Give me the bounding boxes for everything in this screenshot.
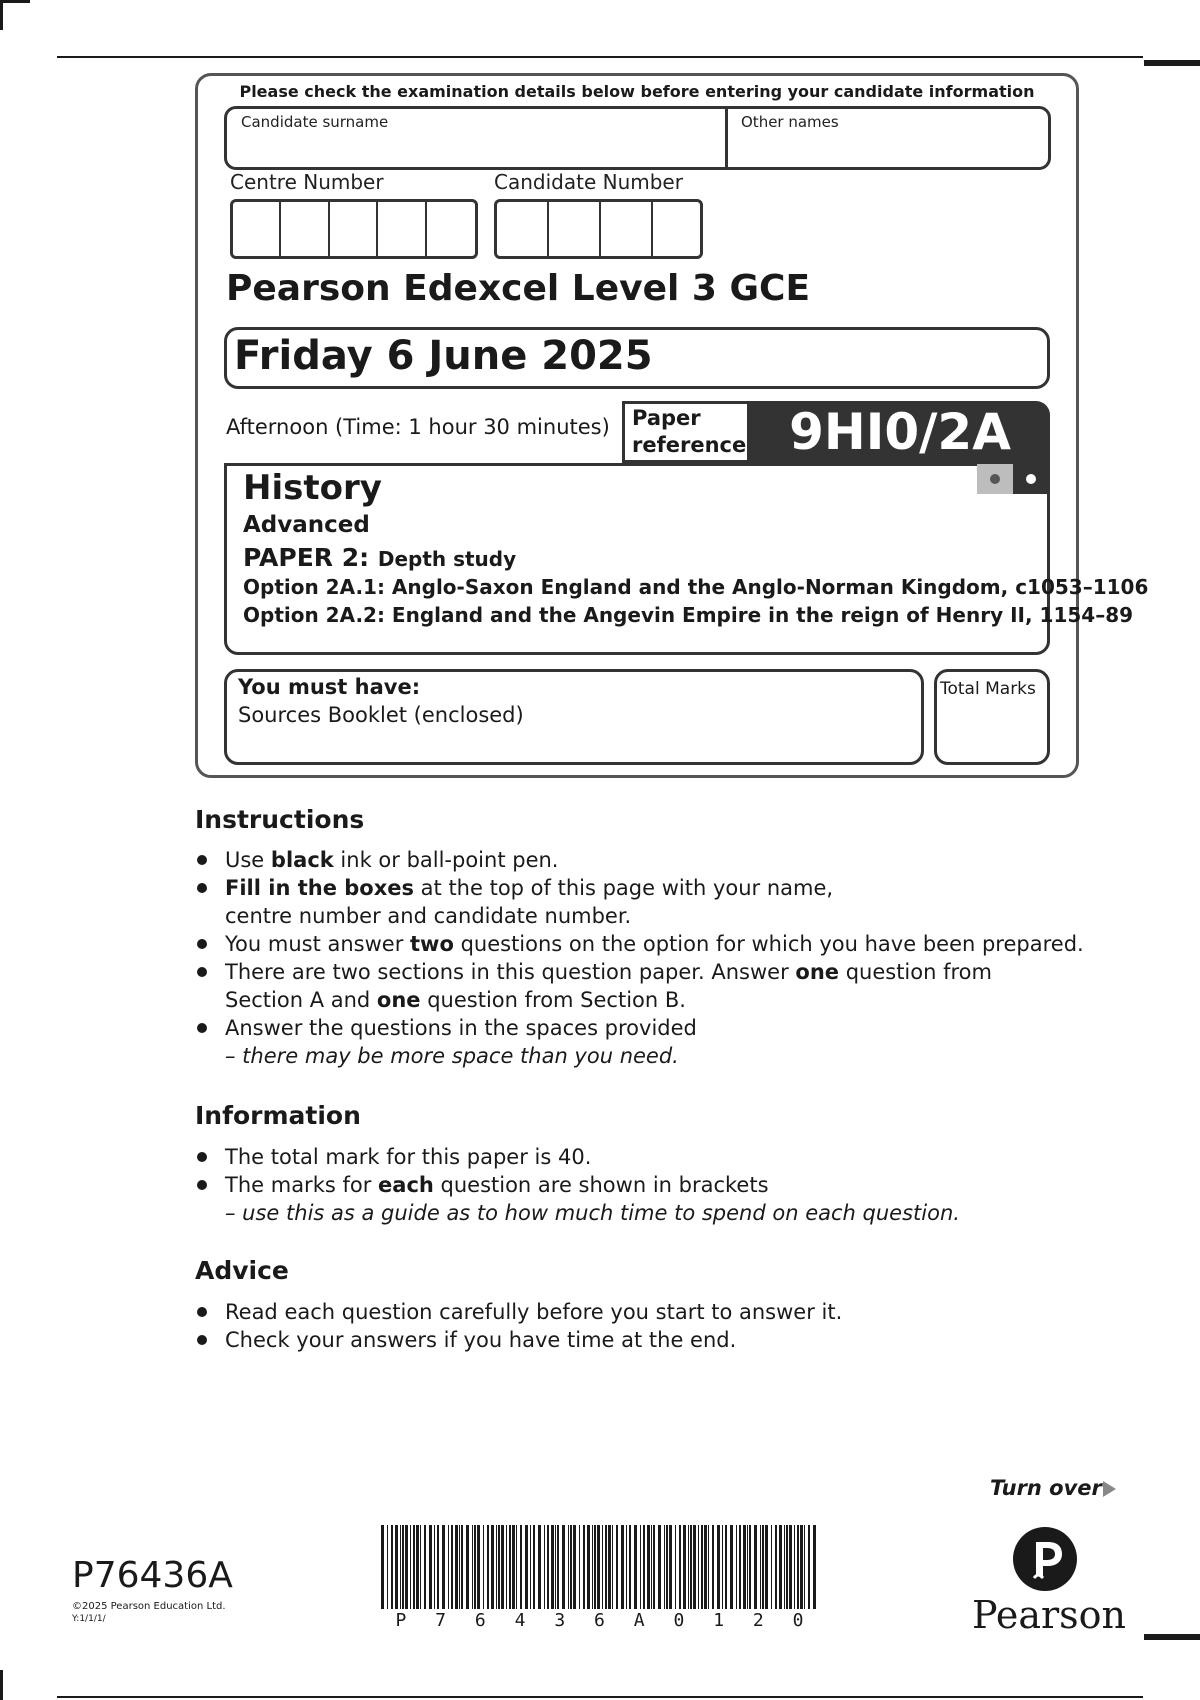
candidate-number-label: Candidate Number xyxy=(494,170,683,194)
barcode-bar xyxy=(424,1525,426,1609)
barcode-bar xyxy=(501,1525,504,1609)
centre-number-digit[interactable] xyxy=(330,202,378,256)
instructions-heading: Instructions xyxy=(195,805,365,834)
instructions-list xyxy=(195,846,1084,1070)
barcode-bar xyxy=(459,1525,460,1609)
barcode-bar xyxy=(472,1525,473,1609)
barcode-bar xyxy=(762,1525,764,1609)
centre-number-digit[interactable] xyxy=(281,202,329,256)
pearson-logo-text: Pearson xyxy=(972,1593,1127,1637)
barcode-bar xyxy=(533,1525,535,1609)
barcode-bar xyxy=(784,1525,785,1609)
barcode-digit: 4 xyxy=(514,1610,526,1631)
list-item: Use black ink or ball-point pen. xyxy=(195,846,1084,874)
barcode-bar xyxy=(597,1525,600,1609)
barcode-bar xyxy=(608,1525,611,1609)
barcode-bar xyxy=(434,1525,435,1609)
name-box-divider xyxy=(725,106,728,170)
barcode-bar xyxy=(544,1525,545,1609)
paper-code: P76436A xyxy=(72,1555,233,1596)
paper-title-line xyxy=(243,543,516,572)
check-details-notice: Please check the examination details below before entering your candidate information xyxy=(239,82,1035,101)
barcode-bar xyxy=(405,1525,408,1609)
list-item: You must answer two questions on the option for which you have been prepared. xyxy=(195,930,1084,958)
bottom-rule xyxy=(57,1696,1143,1698)
barcode-bar xyxy=(562,1525,565,1609)
barcode-digit: 3 xyxy=(554,1610,566,1631)
barcode-bar xyxy=(448,1525,449,1609)
barcode-bar xyxy=(743,1525,746,1609)
must-have-item: Sources Booklet (enclosed) xyxy=(238,703,524,727)
candidate-number-digit[interactable] xyxy=(497,202,549,256)
barcode-bar xyxy=(520,1525,522,1609)
play-arrow-icon xyxy=(1103,1481,1116,1497)
information-list xyxy=(195,1143,960,1227)
barcode-bar xyxy=(698,1525,699,1609)
barcode-bar xyxy=(621,1525,624,1609)
barcode-bar xyxy=(688,1525,689,1609)
paper-reference-label-line2: reference xyxy=(632,433,747,457)
barcode-bar xyxy=(592,1525,593,1609)
barcode-bar xyxy=(491,1525,494,1609)
barcode-bar xyxy=(693,1525,696,1609)
barcode-bar xyxy=(573,1525,576,1609)
barcode-bar xyxy=(666,1525,668,1609)
barcode-bar xyxy=(602,1525,603,1609)
candidate-number-digit[interactable] xyxy=(601,202,653,256)
barcode-bar xyxy=(455,1525,458,1609)
list-item: Check your answers if you have time at the end. xyxy=(195,1326,842,1354)
barcode-bar xyxy=(701,1525,703,1609)
list-item: The marks for each question are shown in brackets – use this as a guide as to how much time to spend on each question. xyxy=(195,1171,960,1227)
barcode-digit: A xyxy=(633,1610,645,1631)
barcode-bar xyxy=(410,1525,411,1609)
crop-mark-top-left-h xyxy=(0,0,30,3)
barcode-bar xyxy=(669,1525,672,1609)
other-names-label: Other names xyxy=(741,113,839,131)
barcode xyxy=(381,1525,818,1609)
barcode-bar xyxy=(395,1525,398,1609)
advice-list xyxy=(195,1298,842,1354)
barcode-bar xyxy=(717,1525,720,1609)
barcode-bar xyxy=(708,1525,709,1609)
list-item: Answer the questions in the spaces provided – there may be more space than you need. xyxy=(195,1014,1084,1070)
job-code: Y:1/1/1/ xyxy=(72,1614,106,1624)
subject-title: History xyxy=(243,468,382,508)
barcode-digit: 6 xyxy=(594,1610,605,1631)
barcode-bar xyxy=(675,1525,676,1609)
must-have-title: You must have: xyxy=(238,675,421,699)
barcode-digit: 1 xyxy=(713,1610,725,1631)
barcode-bar xyxy=(525,1525,528,1609)
barcode-bar xyxy=(496,1525,497,1609)
barcode-bar xyxy=(808,1525,810,1609)
right-edge-mark-bottom xyxy=(1144,1634,1200,1640)
barcode-bar xyxy=(775,1525,777,1609)
barcode-bar xyxy=(736,1525,737,1609)
barcode-bar xyxy=(800,1525,803,1609)
barcode-bar xyxy=(794,1525,795,1609)
barcode-bar xyxy=(474,1525,476,1609)
paper-title: PAPER 2: xyxy=(243,543,370,572)
barcode-bar xyxy=(804,1525,805,1609)
barcode-bar xyxy=(442,1525,445,1609)
copyright-notice: ©2025 Pearson Education Ltd. xyxy=(72,1601,226,1612)
barcode-bar xyxy=(451,1525,453,1609)
barcode-bar xyxy=(555,1525,556,1609)
barcode-bar xyxy=(634,1525,637,1609)
list-item: Fill in the boxes at the top of this page with your name, centre number and candidate number. xyxy=(195,874,1084,930)
barcode-bar xyxy=(658,1525,661,1609)
barcode-digit: 2 xyxy=(752,1610,764,1631)
barcode-bar xyxy=(739,1525,741,1609)
marker-dot-icon xyxy=(990,474,1000,484)
barcode-bar xyxy=(612,1525,613,1609)
advice-heading: Advice xyxy=(195,1256,289,1285)
crop-mark-top-left-v xyxy=(0,0,3,30)
barcode-bar xyxy=(579,1525,580,1609)
candidate-number-boxes[interactable] xyxy=(494,199,703,259)
barcode-bar xyxy=(616,1525,618,1609)
barcode-bar xyxy=(391,1525,393,1609)
barcode-bar xyxy=(413,1525,415,1609)
barcode-bar xyxy=(466,1525,469,1609)
barcode-bar xyxy=(509,1525,511,1609)
centre-number-label: Centre Number xyxy=(230,170,384,194)
barcode-bar xyxy=(437,1525,439,1609)
barcode-bar xyxy=(429,1525,432,1609)
barcode-bar xyxy=(512,1525,515,1609)
barcode-digit: P xyxy=(395,1610,407,1631)
barcode-digit: 0 xyxy=(673,1610,685,1631)
barcode-bar xyxy=(626,1525,627,1609)
barcode-bar xyxy=(498,1525,500,1609)
barcode-bar xyxy=(730,1525,733,1609)
top-rule xyxy=(57,56,1143,58)
total-marks-label: Total Marks xyxy=(940,679,1036,699)
barcode-bar xyxy=(722,1525,723,1609)
barcode-bar xyxy=(640,1525,641,1609)
centre-number-digit[interactable] xyxy=(378,202,426,256)
marker-dot-icon xyxy=(1026,474,1036,484)
centre-number-digit[interactable] xyxy=(427,202,475,256)
candidate-number-digit[interactable] xyxy=(653,202,700,256)
barcode-bar xyxy=(690,1525,692,1609)
barcode-bar xyxy=(400,1525,401,1609)
barcode-bar xyxy=(779,1525,782,1609)
barcode-digit: 7 xyxy=(435,1610,446,1631)
barcode-bar xyxy=(683,1525,686,1609)
barcode-bar xyxy=(570,1525,572,1609)
barcode-bar xyxy=(629,1525,631,1609)
barcode-digits xyxy=(381,1610,818,1631)
option-1: Option 2A.1: Anglo-Saxon England and the Anglo-Norman Kingdom, c1053–1106 xyxy=(243,575,1149,599)
barcode-bar xyxy=(747,1525,748,1609)
information-heading: Information xyxy=(195,1101,361,1130)
barcode-bar xyxy=(643,1525,645,1609)
barcode-bar xyxy=(594,1525,596,1609)
candidate-surname-label: Candidate surname xyxy=(241,113,389,131)
barcode-bar xyxy=(605,1525,607,1609)
barcode-bar xyxy=(712,1525,714,1609)
paper-reference-label-line1: Paper xyxy=(632,406,701,430)
barcode-bar xyxy=(765,1525,768,1609)
paper-reference-label xyxy=(632,405,746,459)
barcode-bar xyxy=(583,1525,585,1609)
exam-date: Friday 6 June 2025 xyxy=(234,333,653,379)
barcode-bar xyxy=(725,1525,727,1609)
barcode-bar xyxy=(516,1525,517,1609)
barcode-bar xyxy=(760,1525,761,1609)
candidate-number-digit[interactable] xyxy=(549,202,601,256)
paper-reference-code: 9HI0/2A xyxy=(789,403,1011,461)
barcode-bar xyxy=(461,1525,463,1609)
barcode-bar xyxy=(704,1525,707,1609)
barcode-bar xyxy=(771,1525,772,1609)
barcode-bar xyxy=(538,1525,541,1609)
barcode-bar xyxy=(813,1525,816,1609)
barcode-bar xyxy=(487,1525,489,1609)
barcode-digit: 0 xyxy=(792,1610,804,1631)
paper-subtitle: Depth study xyxy=(377,547,517,571)
turn-over-label: Turn over xyxy=(990,1476,1102,1500)
barcode-bar xyxy=(786,1525,788,1609)
barcode-digit: 6 xyxy=(474,1610,486,1631)
barcode-bar xyxy=(797,1525,799,1609)
barcode-bar xyxy=(679,1525,681,1609)
barcode-bar xyxy=(483,1525,484,1609)
barcode-bar xyxy=(416,1525,419,1609)
centre-number-digit[interactable] xyxy=(233,202,281,256)
exam-session: Afternoon (Time: 1 hour 30 minutes) xyxy=(226,415,610,439)
barcode-bar xyxy=(557,1525,559,1609)
barcode-bar xyxy=(402,1525,404,1609)
pearson-logo-icon xyxy=(1012,1526,1078,1592)
barcode-bar xyxy=(587,1525,590,1609)
barcode-bar xyxy=(381,1525,384,1609)
barcode-bar xyxy=(547,1525,549,1609)
list-item: The total mark for this paper is 40. xyxy=(195,1143,960,1171)
list-item: Read each question carefully before you start to answer it. xyxy=(195,1298,842,1326)
option-2: Option 2A.2: England and the Angevin Empire in the reign of Henry II, 1154–89 xyxy=(243,603,1134,627)
barcode-bar xyxy=(568,1525,569,1609)
centre-number-boxes[interactable] xyxy=(230,199,478,259)
barcode-bar xyxy=(647,1525,650,1609)
barcode-bar xyxy=(754,1525,757,1609)
right-edge-mark-top xyxy=(1144,60,1200,66)
tier-label: Advanced xyxy=(243,512,370,538)
barcode-bar xyxy=(387,1525,388,1609)
barcode-bar xyxy=(420,1525,421,1609)
barcode-bar xyxy=(749,1525,751,1609)
barcode-bar xyxy=(506,1525,507,1609)
crop-mark-bottom-left-v xyxy=(0,1670,3,1700)
qualification-title: Pearson Edexcel Level 3 GCE xyxy=(226,268,811,309)
barcode-bar xyxy=(530,1525,531,1609)
barcode-bar xyxy=(664,1525,665,1609)
barcode-bar xyxy=(651,1525,652,1609)
list-item: There are two sections in this question paper. Answer one question from Section A and one question from Section B. xyxy=(195,958,1084,1014)
barcode-bar xyxy=(653,1525,655,1609)
barcode-bar xyxy=(551,1525,554,1609)
barcode-bar xyxy=(789,1525,792,1609)
barcode-bar xyxy=(477,1525,480,1609)
